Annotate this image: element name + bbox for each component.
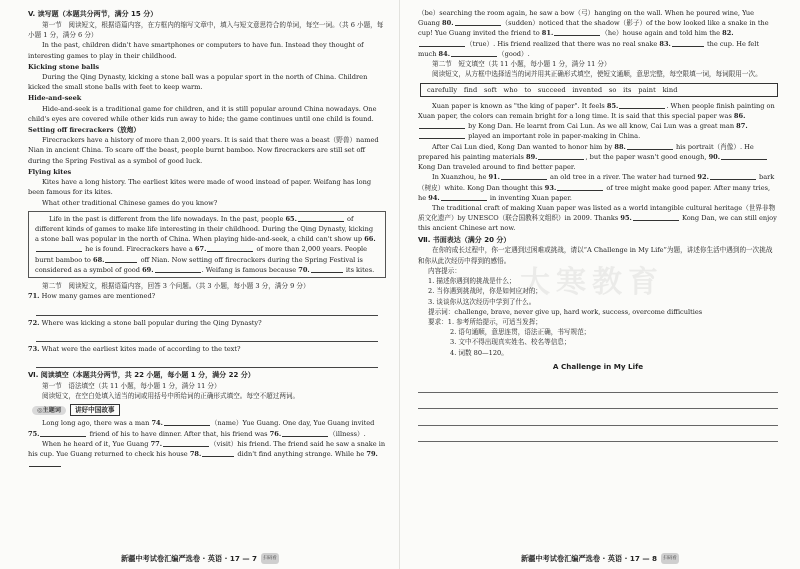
footer-text: 新疆中考试卷汇编严选卷 · 英语 · 17 — 7 xyxy=(120,553,258,563)
footer-left xyxy=(0,553,400,564)
story-paragraph-2: When he heard of it, Yue Guang 77. （visit）his friend. The friend said he saw a snake in his cup. Yue Guang returned to check his house 78. didn't find anything strange. While he 79. xyxy=(28,439,386,470)
right-page xyxy=(400,0,800,569)
blank-76[interactable] xyxy=(282,430,328,437)
qr-badge-icon: 扫码看 xyxy=(661,553,679,564)
passage-heading-kites: Flying kites xyxy=(28,167,72,176)
hint-3: 3. 谈谈你从这次经历中学到了什么。 xyxy=(428,297,536,306)
essay-title: A Challenge in My Life xyxy=(552,361,644,371)
part2-instructions: 阅读短文，从方框中选择适当的词并用其正确形式填空，使短文通顺，意思完整，每空限填一词，每词限用一次。 xyxy=(432,70,762,79)
requirements-1: 要求：1. 参考所给提示，可适当发挥； xyxy=(428,317,542,326)
xuan-paragraph-1: Xuan paper is known as "the king of paper". It feels 85. . When people finish painting on Xuan paper, the colors can remain bright for a long time. It is said that this special paper was 86. by Kong Dan. He learnt from Cai Lun. As we all know, Cai Lun was a great man 87. played an important role in paper-making in China. xyxy=(418,101,775,141)
blank-77[interactable] xyxy=(163,440,209,447)
passage-paragraph: Hide-and-seek is a traditional game for children, and it is still popular around China nowadays. One child's eyes are covered while other kids run away to hide; the game continues until one child is found. xyxy=(28,104,377,123)
writing-line[interactable] xyxy=(418,409,778,426)
hint-words: 提示词：challenge, brave, never give up, hard work, success, overcome difficulties xyxy=(428,307,703,316)
blank-95[interactable] xyxy=(633,214,679,221)
passage-heading-hide-and-seek: Hide-and-seek xyxy=(28,94,82,103)
passage-paragraph: Kites have a long history. The earliest kites were made of wood instead of paper. Weifang has long been famous for its kites. xyxy=(28,178,372,197)
word-box: carefully find soft who to succeed invented so its paint kind xyxy=(420,83,778,97)
part2-instructions: 第二节 阅读短文，根据语篇内容，回答 3 个问题。（共 3 小题，每小题 3 分，满分 9 分） xyxy=(42,282,310,291)
requirements-2: 2. 语句通顺，意思连贯，语法正确，书写规范； xyxy=(450,328,591,337)
writing-line[interactable] xyxy=(418,393,778,410)
section-5-title: V. 读写题（本题共分两节，满分 15 分） xyxy=(28,10,158,18)
blank-86[interactable] xyxy=(419,122,465,129)
story-continued: （be）searching the room again, he saw a bow（弓）hanging on the wall. When he poured wine, Yue Guang 80. （sudden）noticed that the shadow（影子）of the bow looked like a snake in the cup! Yue Guang invited the friend to 81. （he）house again and told him the 82.（true）. His friend realized that there was no real snake 83. the cup. He felt much 84. （good）. xyxy=(418,9,769,58)
xuan-paragraph-3: In Xuanzhou, he 91. an old tree in a river. The water had turned 92. bark（树皮）white. Kong Dan thought this 93. of tree might make good paper. After many tries, he 94. in inventing Xuan paper. xyxy=(418,173,775,202)
requirements-3: 3. 文中不得出现真实姓名、校名等信息； xyxy=(450,338,571,347)
passage-heading-firecrackers: Setting off firecrackers（放炮） xyxy=(28,126,140,135)
story-paragraph-1: Long long ago, there was a man 74. （name）Yue Guang. One day, Yue Guang invited 75. friend of his to have dinner. After that, his friend was 76. （illness）. xyxy=(28,419,375,438)
question-72: 72. Where was kicking a stone ball popular during the Qing Dynasty? xyxy=(28,318,262,327)
section-6-title: Ⅵ. 阅读填空（本题共分两节，共 22 小题，每小题 1 分，满分 22 分） xyxy=(28,370,255,379)
blank-84[interactable] xyxy=(451,50,497,57)
blank-75[interactable] xyxy=(40,430,86,437)
section-6-part1-title: 第一节 语法填空（共 11 小题，每小题 1 分，满分 11 分） xyxy=(42,381,221,390)
passage-paragraph: What other traditional Chinese games do you know? xyxy=(42,198,218,207)
watermark: 大寒教育 xyxy=(520,265,664,300)
hint-1: 1. 描述你遇到的挑战是什么； xyxy=(428,277,516,286)
xuan-paragraph-2: After Cai Lun died, Kong Dan wanted to honor him by 88. his portrait（肖像）. He prepared his painting materials 89. , but the paper wasn't good enough, 90. Kong Dan traveled around to find better paper. xyxy=(418,142,778,173)
section-7-title: Ⅶ. 书面表达（满分 20 分） xyxy=(418,235,511,244)
summary-box xyxy=(28,211,386,278)
xuan-paragraph-4: The traditional craft of making Xuan paper was listed as a world intangible cultural heritage（世界非物质文化遗产）by UNESCO（联合国教科文组织）in 2009. Thanks 95. Kong Dan, we can still enjoy this ancient Chinese art now. xyxy=(418,203,777,233)
hint-title: 内容提示： xyxy=(428,266,461,275)
question-73: 73. What were the earliest kites made of according to the text? xyxy=(28,344,241,353)
blank-68[interactable] xyxy=(105,256,137,263)
part1-instructions: 第一节 阅读短文，根据语篇内容，在方框内的缩写文章中，填入与短文意思符合的单词，每空一词。（共 6 小题，每小题 1 分，满分 6 分） xyxy=(28,20,384,40)
qr-badge-icon: 扫码看 xyxy=(261,553,279,564)
summary-text: Life in the past is different from the life nowadays. In the past, people 65. of different kinds of games to make life interesting in their childhood. During the Qing Dynasty, kicking a stone ball was popular in the north of China. When playing hide-and-seek, a child can't show up 66. he is found. Firecrackers have a 67. of more than 2,000 years. People burnt bamboo to 68. off Nian. Now setting off firecrackers during the Spring Festival is considered as a symbol of good 69. . Weifang is famous because 70. its kites. xyxy=(35,214,376,274)
blank-78[interactable] xyxy=(202,450,234,457)
blank-88[interactable] xyxy=(627,143,673,150)
question-71: 71. How many games are mentioned? xyxy=(28,292,156,301)
hint-2: 2. 当你遇到挑战时，你是如何应对的； xyxy=(428,287,542,296)
blank-91[interactable] xyxy=(501,173,547,180)
passage-paragraph: In the past, children didn't have smartphones or computers to have fun. Instead they thought of interesting games to play in their childhood. xyxy=(28,41,364,60)
blank-66[interactable] xyxy=(36,245,82,252)
blank-94[interactable] xyxy=(441,194,487,201)
blank-70[interactable] xyxy=(311,266,343,273)
theme-tag xyxy=(32,404,386,416)
answer-line-73[interactable] xyxy=(36,354,378,368)
blank-93[interactable] xyxy=(557,184,603,191)
blank-82[interactable] xyxy=(419,40,465,47)
footer-text: 新疆中考试卷汇编严选卷 · 英语 · 17 — 8 xyxy=(520,553,658,563)
blank-69[interactable] xyxy=(155,266,201,273)
blank-92[interactable] xyxy=(710,173,756,180)
writing-line[interactable] xyxy=(418,376,778,393)
blank-65[interactable] xyxy=(298,215,344,222)
passage-heading-kicking: Kicking stone balls xyxy=(28,62,100,71)
theme-title: 讲好中国故事 xyxy=(70,404,120,416)
blank-81[interactable] xyxy=(554,29,600,36)
blank-83[interactable] xyxy=(672,40,704,47)
theme-label: ◎主题词 xyxy=(32,406,66,416)
writing-prompt: 在你的成长过程中，你一定遇到过困难或挑战，请以“A Challenge in My Life”为题，讲述你生活中遇到的一次挑战和你从此次经历中得到的感悟。 xyxy=(418,246,773,265)
passage-paragraph: During the Qing Dynasty, kicking a stone ball was a popular sport in the north of China. Children kicked the small stone balls with feet to keep warm. xyxy=(28,72,368,92)
part2-title: 第二节 短文填空（共 11 小题，每小题 1 分，满分 11 分） xyxy=(432,60,611,69)
footer-right xyxy=(400,553,800,564)
blank-90[interactable] xyxy=(721,153,767,160)
section-6-instructions: 阅读短文，在空白处填入适当的词或用括号中所给词的正确形式填空。每空不超过两词。 xyxy=(42,392,300,401)
blank-80[interactable] xyxy=(455,19,501,26)
blank-85[interactable] xyxy=(619,102,665,109)
requirements-4: 4. 词数 80—120。 xyxy=(450,348,508,357)
blank-74[interactable] xyxy=(164,419,210,426)
answer-line-71[interactable] xyxy=(36,302,378,316)
passage-paragraph: Firecrackers have a history of more than 2,000 years. It is said that there was a beast（野兽）named Nian in ancient China. To scare off the beast, people burnt bamboo. Now firecrackers are still set off during the Spring Festival as a symbol of good luck. xyxy=(28,136,379,165)
answer-line-72[interactable] xyxy=(36,328,378,342)
blank-79[interactable] xyxy=(29,460,61,467)
blank-89[interactable] xyxy=(538,153,584,160)
blank-67[interactable] xyxy=(207,245,253,252)
blank-87[interactable] xyxy=(419,132,465,139)
writing-line[interactable] xyxy=(418,426,778,443)
